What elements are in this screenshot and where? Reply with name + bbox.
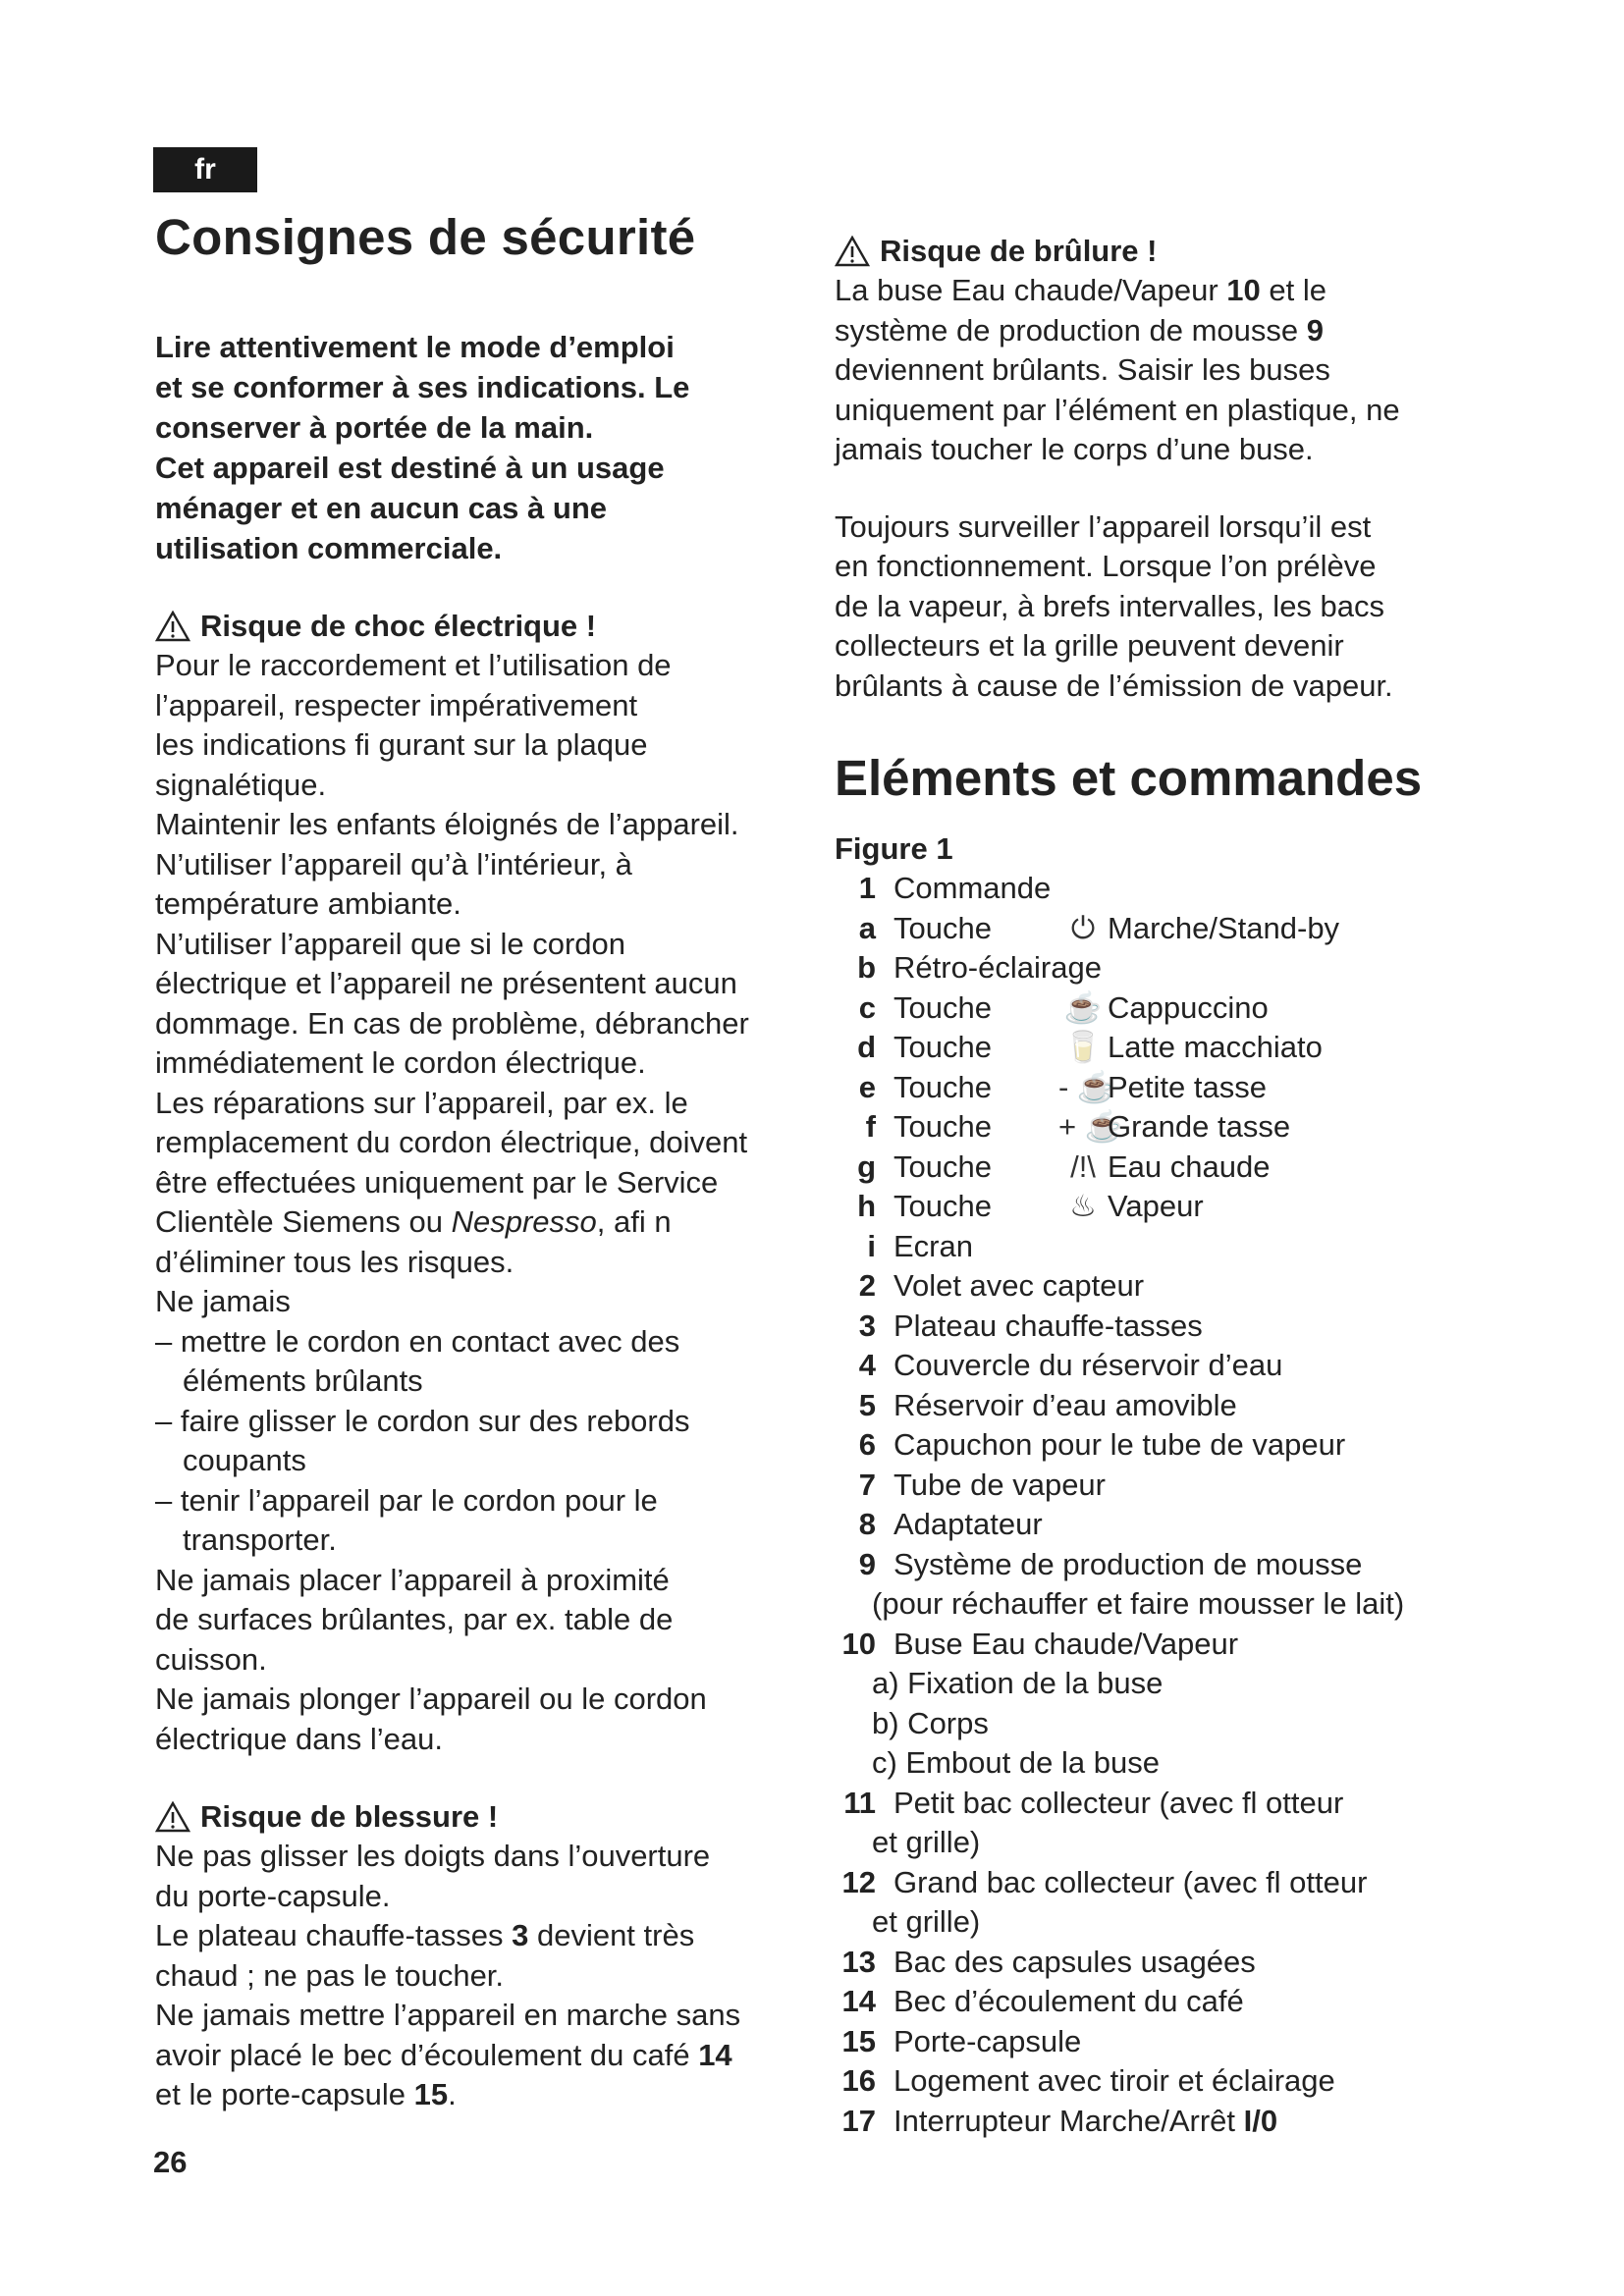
list-item bbox=[835, 1943, 1473, 1983]
touche-label: Touche bbox=[893, 1189, 992, 1223]
item-text: Bac des capsules usagées bbox=[893, 1944, 1256, 1979]
ref-number: 3 bbox=[512, 1918, 529, 1952]
text-line bbox=[155, 1202, 813, 1243]
item-text bbox=[893, 2102, 1277, 2142]
touche-label: Touche bbox=[893, 1030, 992, 1064]
list-item bbox=[835, 1346, 1473, 1386]
touche-label: Touche bbox=[893, 1148, 992, 1184]
text-line: immédiatement le cordon électrique. bbox=[155, 1045, 646, 1080]
list-item bbox=[835, 1425, 1473, 1466]
injury-title: Risque de blessure ! bbox=[200, 1799, 499, 1834]
language-tag: fr bbox=[153, 147, 257, 192]
list-subline: a) Fixation de la buse bbox=[872, 1666, 1164, 1700]
list-subline: b) Corps bbox=[872, 1705, 989, 1740]
text-line: Ne jamais placer l’appareil à proximité bbox=[155, 1562, 670, 1597]
text-line: être effectuées uniquement par le Service bbox=[155, 1164, 719, 1200]
list-item bbox=[835, 1068, 1473, 1108]
list-item bbox=[835, 2022, 1473, 2062]
intro-line: Lire attentivement le mode d’emploi bbox=[155, 330, 675, 364]
item-desc: Vapeur bbox=[1108, 1189, 1204, 1223]
shock-text bbox=[155, 646, 813, 1759]
list-item bbox=[835, 1505, 1473, 1545]
list-item bbox=[835, 1784, 1473, 1824]
touche-label: Touche bbox=[893, 1109, 992, 1144]
text-fragment: Interrupteur Marche/Arrêt bbox=[893, 2103, 1244, 2138]
item-number: 2 bbox=[858, 1268, 876, 1303]
text-fragment: , afi n bbox=[596, 1204, 672, 1239]
list-item bbox=[835, 1266, 1473, 1307]
injury-section bbox=[155, 1796, 813, 2115]
text-fragment: avoir placé le bec d’écoulement du café bbox=[155, 2037, 690, 2072]
item-number: 10 bbox=[841, 1626, 876, 1661]
item-number: 6 bbox=[858, 1427, 876, 1462]
text-line: jamais toucher le corps d’une buse. bbox=[835, 432, 1314, 466]
item-number: 9 bbox=[858, 1546, 876, 1581]
item-number: 3 bbox=[858, 1308, 876, 1343]
burn-text bbox=[835, 271, 1473, 470]
text-line: Ne jamais bbox=[155, 1284, 291, 1318]
text-line: Ne jamais plonger l’appareil ou le cordon bbox=[155, 1682, 707, 1716]
list-item bbox=[835, 2102, 1473, 2142]
ref-number: 10 bbox=[1226, 273, 1261, 307]
item-number: e bbox=[858, 1069, 876, 1104]
text-line: collecteurs et la grille peuvent devenir bbox=[835, 628, 1344, 663]
text-line: N’utiliser l’appareil que si le cordon bbox=[155, 926, 626, 961]
watch-text bbox=[835, 507, 1473, 707]
ref-number: 14 bbox=[698, 2037, 732, 2072]
item-text bbox=[893, 1148, 1270, 1188]
text-line: Ne pas glisser les doigts dans l’ouverture bbox=[155, 1839, 711, 1873]
item-desc: Petite tasse bbox=[1108, 1069, 1267, 1104]
item-number: 8 bbox=[858, 1507, 876, 1541]
dash-line: – faire glisser le cordon sur des rebords bbox=[155, 1403, 690, 1438]
item-text bbox=[893, 1028, 1323, 1068]
dash-line: – tenir l’appareil par le cordon pour le bbox=[155, 1482, 658, 1518]
text-line: brûlants à cause de l’émission de vapeur. bbox=[835, 667, 1393, 703]
item-text bbox=[893, 1068, 1267, 1108]
text-fragment: système de production de mousse bbox=[835, 312, 1307, 347]
power-icon: ⏻ bbox=[1070, 910, 1096, 945]
text-line: Toujours surveiller l’appareil lorsqu’il est bbox=[835, 508, 1372, 544]
list-item bbox=[835, 948, 1473, 988]
right-column bbox=[835, 231, 1473, 2141]
text-line: Les réparations sur l’appareil, par ex. le bbox=[155, 1085, 688, 1120]
text-line bbox=[155, 2075, 813, 2115]
text-line: électrique dans l’eau. bbox=[155, 1721, 443, 1756]
elements-title: Eléments et commandes bbox=[835, 750, 1423, 806]
item-text bbox=[893, 1107, 1290, 1148]
text-line: les indications fi gurant sur la plaque bbox=[155, 727, 648, 762]
item-number: i bbox=[867, 1228, 876, 1263]
item-number: 11 bbox=[843, 1785, 876, 1820]
warning-triangle-icon bbox=[155, 611, 190, 642]
text-fragment: et le bbox=[1260, 273, 1326, 307]
item-text: Tube de vapeur bbox=[893, 1467, 1107, 1502]
text-line: dommage. En cas de problème, débrancher bbox=[155, 1005, 749, 1041]
list-subline: (pour réchauffer et faire mousser le lait) bbox=[872, 1586, 1405, 1621]
text-line: chaud ; ne pas le toucher. bbox=[155, 1957, 505, 1993]
elements-list bbox=[835, 869, 1473, 2141]
list-item bbox=[835, 1307, 1473, 1347]
item-text: Porte-capsule bbox=[893, 2023, 1082, 2058]
item-text bbox=[893, 909, 1339, 949]
list-subline: c) Embout de la buse bbox=[872, 1745, 1160, 1780]
dash-line: – mettre le cordon en contact avec des bbox=[155, 1323, 680, 1359]
list-item bbox=[835, 869, 1473, 909]
text-fragment: Le plateau chauffe-tasses bbox=[155, 1918, 504, 1952]
item-number: b bbox=[857, 950, 876, 985]
item-number: 12 bbox=[841, 1864, 876, 1899]
dash-line-cont: transporter. bbox=[183, 1522, 337, 1557]
item-desc: Grande tasse bbox=[1108, 1109, 1291, 1144]
text-line: uniquement par l’élément en plastique, ne bbox=[835, 392, 1400, 427]
text-line: du porte-capsule. bbox=[155, 1878, 391, 1913]
text-fragment: La buse Eau chaude/Vapeur bbox=[835, 273, 1227, 307]
figure-label: Figure 1 bbox=[835, 831, 953, 866]
item-number: 7 bbox=[858, 1467, 876, 1502]
item-number: h bbox=[857, 1189, 876, 1223]
item-text: Système de production de mousse bbox=[893, 1546, 1363, 1581]
item-number: a bbox=[858, 910, 876, 945]
list-item bbox=[835, 1625, 1473, 1665]
item-desc: Cappuccino bbox=[1108, 989, 1269, 1025]
item-text bbox=[893, 1187, 1204, 1227]
list-item bbox=[835, 909, 1473, 949]
text-line: d’éliminer tous les risques. bbox=[155, 1244, 514, 1279]
list-item bbox=[835, 1545, 1473, 1585]
dash-line-cont: coupants bbox=[183, 1443, 306, 1477]
dash-line-cont: éléments brûlants bbox=[183, 1363, 423, 1398]
item-number: 5 bbox=[858, 1387, 876, 1422]
list-item bbox=[835, 1863, 1473, 1903]
item-text: Commande bbox=[893, 871, 1052, 905]
item-text: Bec d’écoulement du café bbox=[893, 1984, 1244, 2018]
touche-label: Touche bbox=[893, 1069, 992, 1104]
text-line: signalétique. bbox=[155, 767, 327, 802]
list-item bbox=[835, 1982, 1473, 2022]
burn-title: Risque de brûlure ! bbox=[880, 234, 1158, 268]
item-desc: Marche/Stand-by bbox=[1108, 910, 1340, 945]
touche-label: Touche bbox=[893, 910, 992, 945]
text-line: de la vapeur, à brefs intervalles, les bacs bbox=[835, 588, 1385, 623]
text-line: température ambiante. bbox=[155, 886, 461, 921]
item-number: 17 bbox=[841, 2103, 876, 2138]
left-column bbox=[155, 208, 813, 2115]
safety-title: Consignes de sécurité bbox=[155, 209, 696, 265]
item-desc: Latte macchiato bbox=[1108, 1030, 1323, 1064]
steam-icon: ♨ bbox=[1069, 1189, 1097, 1223]
item-desc: Eau chaude bbox=[1108, 1148, 1271, 1184]
list-item bbox=[835, 988, 1473, 1029]
text-line bbox=[155, 2036, 813, 2076]
text-line bbox=[835, 271, 1473, 311]
intro-block bbox=[155, 327, 813, 568]
text-fragment: et le porte-capsule bbox=[155, 2077, 406, 2111]
item-number: f bbox=[865, 1109, 876, 1144]
list-item bbox=[835, 2061, 1473, 2102]
page-number: 26 bbox=[153, 2145, 188, 2179]
text-line: remplacement du cordon électrique, doivent bbox=[155, 1125, 748, 1159]
item-number: c bbox=[858, 989, 876, 1025]
list-item bbox=[835, 1386, 1473, 1426]
hot-water-icon: /!\ bbox=[1070, 1148, 1096, 1184]
item-number: 16 bbox=[841, 2063, 876, 2098]
list-item bbox=[835, 1107, 1473, 1148]
small-cup-icon: - ☕ bbox=[1058, 1069, 1115, 1104]
text-fragment: . bbox=[448, 2077, 457, 2111]
item-text: Buse Eau chaude/Vapeur bbox=[893, 1626, 1239, 1661]
item-text: Couvercle du réservoir d’eau bbox=[893, 1348, 1283, 1382]
item-text: Petit bac collecteur (avec fl otteur bbox=[893, 1785, 1344, 1820]
switch-label: I/0 bbox=[1243, 2103, 1278, 2138]
ref-number: 9 bbox=[1306, 312, 1325, 347]
text-line: en fonctionnement. Lorsque l’on prélève bbox=[835, 549, 1377, 583]
item-number: 4 bbox=[858, 1348, 876, 1382]
text-line: deviennent brûlants. Saisir les buses bbox=[835, 352, 1330, 387]
burn-heading bbox=[835, 231, 1473, 271]
warning-triangle-icon bbox=[155, 1801, 190, 1833]
item-text: Ecran bbox=[893, 1228, 973, 1263]
item-number: g bbox=[857, 1148, 876, 1184]
list-item bbox=[835, 1227, 1473, 1267]
intro-line: utilisation commerciale. bbox=[155, 531, 503, 565]
text-line: électrique et l’appareil ne présentent aucun bbox=[155, 966, 737, 1000]
text-fragment: devient très bbox=[528, 1918, 695, 1952]
list-item bbox=[835, 1187, 1473, 1227]
list-item bbox=[835, 1148, 1473, 1188]
item-text: Logement avec tiroir et éclairage bbox=[893, 2063, 1335, 2098]
cappuccino-icon: ☕ bbox=[1063, 989, 1103, 1025]
item-number: 14 bbox=[841, 1984, 876, 2018]
shock-section bbox=[155, 606, 813, 1759]
item-text: Grand bac collecteur (avec fl otteur bbox=[893, 1864, 1368, 1899]
item-text bbox=[893, 988, 1269, 1029]
item-text: Réservoir d’eau amovible bbox=[893, 1387, 1237, 1422]
intro-line: conserver à portée de la main. bbox=[155, 410, 594, 445]
item-number: 13 bbox=[841, 1944, 876, 1979]
touche-label: Touche bbox=[893, 989, 992, 1025]
text-fragment: Clientèle Siemens ou bbox=[155, 1204, 443, 1239]
text-line: cuisson. bbox=[155, 1641, 267, 1677]
text-line bbox=[155, 1916, 813, 1956]
injury-heading bbox=[155, 1796, 813, 1837]
list-item bbox=[835, 1466, 1473, 1506]
intro-line: Cet appareil est destiné à un usage bbox=[155, 451, 665, 485]
intro-line: et se conformer à ses indications. Le bbox=[155, 370, 690, 404]
item-text: Adaptateur bbox=[893, 1507, 1043, 1541]
item-number: 1 bbox=[858, 871, 876, 905]
item-text: Rétro-éclairage bbox=[893, 950, 1102, 985]
text-line: Pour le raccordement et l’utilisation de bbox=[155, 648, 672, 682]
ref-number: 15 bbox=[413, 2077, 449, 2111]
text-line bbox=[835, 311, 1473, 351]
list-subline: et grille) bbox=[872, 1904, 981, 1939]
text-line: l’appareil, respecter impérativement bbox=[155, 687, 638, 722]
item-number: d bbox=[857, 1030, 876, 1064]
warning-triangle-icon bbox=[835, 236, 870, 267]
injury-text bbox=[155, 1837, 813, 2115]
text-line: de surfaces brûlantes, par ex. table de bbox=[155, 1602, 674, 1636]
item-text: Capuchon pour le tube de vapeur bbox=[893, 1427, 1346, 1462]
intro-line: ménager et en aucun cas à une bbox=[155, 491, 608, 525]
large-cup-icon: + ☕ bbox=[1058, 1109, 1123, 1144]
list-subline: et grille) bbox=[872, 1825, 981, 1859]
list-item bbox=[835, 1028, 1473, 1068]
text-line: Ne jamais mettre l’appareil en marche sans bbox=[155, 1998, 741, 2032]
item-number: 15 bbox=[841, 2023, 876, 2058]
brand-nespresso: Nespresso bbox=[451, 1204, 597, 1239]
text-line: Maintenir les enfants éloignés de l’appareil. bbox=[155, 807, 739, 841]
latte-glass-icon: 🥛 bbox=[1063, 1030, 1103, 1064]
item-text: Plateau chauffe-tasses bbox=[893, 1308, 1203, 1343]
item-text: Volet avec capteur bbox=[893, 1268, 1145, 1303]
shock-title: Risque de choc électrique ! bbox=[200, 609, 597, 643]
text-line: N’utiliser l’appareil qu’à l’intérieur, à bbox=[155, 846, 632, 881]
shock-heading bbox=[155, 606, 813, 646]
